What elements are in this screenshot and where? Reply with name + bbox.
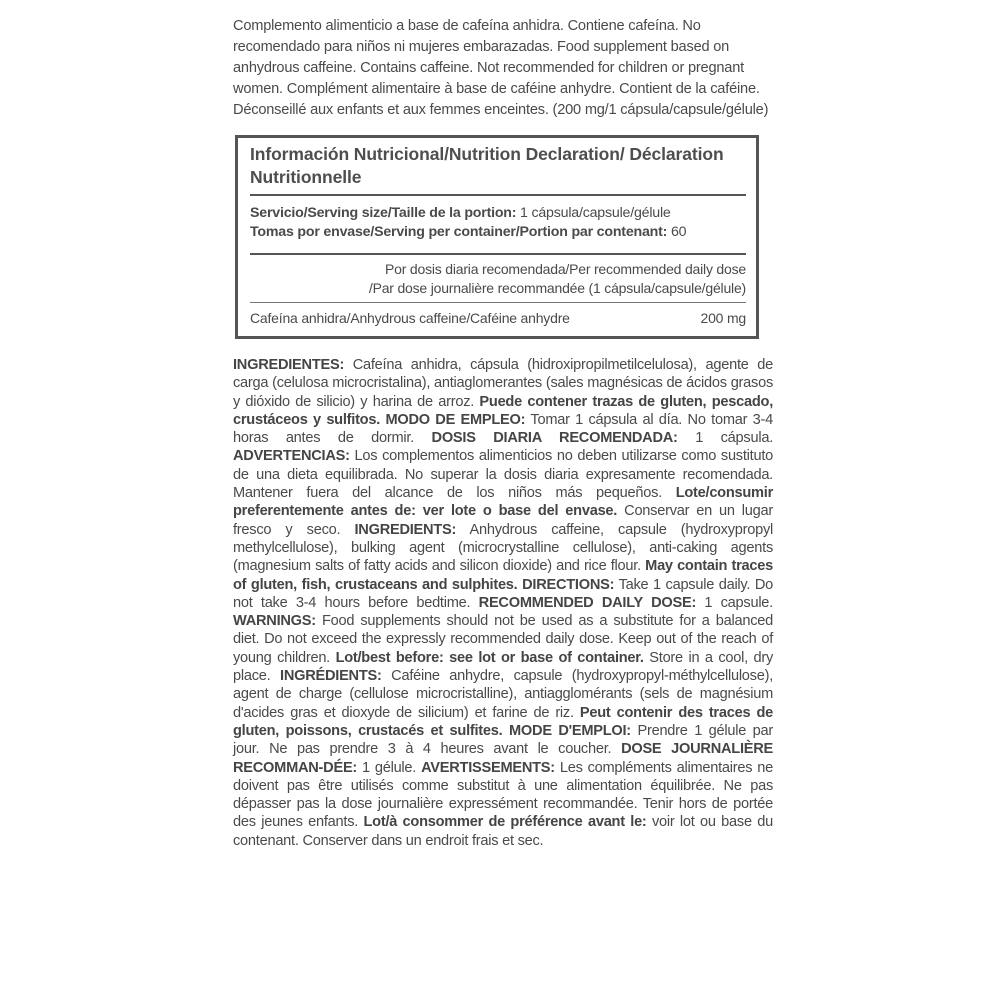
ingredients-text-run: 1 gélule. [357, 759, 422, 776]
ingredients-bold-run: May contain traces of gluten, fish, crustaceans and sulphites. DIRECTIONS: [233, 558, 773, 593]
ingredients-bold-run: INGREDIENTES: [233, 357, 345, 373]
ingredients-text-run: Anhydrous caffeine, capsule (hydroxypropyl methylcellulose), bulking agent (microcrystalline cellulose), anti-caking agents (magnesium salts of fatty acids and silicon dioxide) and rice flour. [233, 521, 773, 575]
serving-size-line [250, 204, 746, 223]
ingredients-bold-run: Lot/à consommer de préférence avant le: [363, 814, 647, 831]
ingredients-bold-run: Peut contenir des traces de gluten, poissons, crustacés et sulfites. MODE D'EMPLOI: [233, 704, 773, 739]
ingredients-text-run: 1 capsule. [696, 594, 773, 611]
ingredients-text-run: 1 cápsula. [677, 430, 773, 447]
serving-size-value: 1 cápsula/capsule/gélule [516, 205, 671, 221]
servings-label: Tomas por envase/Serving per container/Portion par contenant: [250, 224, 668, 240]
nutrient-row [250, 303, 746, 336]
nutrient-value: 200 mg [700, 310, 746, 326]
product-label [233, 16, 773, 850]
ingredients-text-run: Tomar 1 cápsula al día. No tomar 3-4 horas antes de dormir. [233, 411, 773, 447]
servings-value: 60 [667, 224, 687, 240]
ingredients-bold-run: ADVERTENCIAS: [233, 448, 350, 465]
nutrient-name: Cafeína anhidra/Anhydrous caffeine/Caféine anhydre [250, 310, 570, 326]
nutrition-table [235, 135, 759, 339]
ingredients-bold-run: RECOMMENDED DAILY DOSE: [478, 594, 697, 611]
ingredients-bold-run: INGRÉDIENTS: [280, 668, 382, 685]
ingredients-text-run: Caféine anhydre, capsule (hydroxypropyl-méthylcellulose), agent de charge (cellulose microcristalline), antiagglomérants (sels de magnésium d'acides gras et dioxyde de silicium) et farine de riz. [233, 668, 773, 721]
servings-per-container-line [250, 223, 746, 242]
ingredients-bold-run: AVERTISSEMENTS: [421, 759, 555, 776]
ingredients-text-run: Conservar en un lugar fresco y seco. [233, 503, 773, 538]
per-dose-line-1: Por dosis diaria recomendada/Per recommended daily dose [385, 261, 746, 277]
intro-text: Complemento alimenticio a base de cafeína anhidra. Contiene cafeína. No recomendado para niños ni mujeres embarazadas. Food supplement based on anhydrous caffeine. Contains caffeine. Not recommended for children or pregnant women. Complément alimentaire à base de caféine anhydre. Contient de la caféine. Déconseillé aux enfants et aux femmes enceintes. (200 mg/1 cápsula/capsule/gélule) [233, 18, 769, 118]
ingredients-bold-run: INGREDIENTS: [354, 521, 457, 538]
ingredients-text-run: Food supplements should not be used as a substitute for a balanced diet. Do not exceed the expressly recommended daily dose. Keep out of the reach of young children. [233, 613, 773, 666]
ingredients-bold-run: Lot/best before: see lot or base of container. [335, 649, 644, 666]
per-dose-header [250, 255, 746, 302]
ingredients-text-run: Cafeína anhidra, cápsula (hidroxipropilmetilcelulosa), agente de carga (celulosa microcristalina), antiaglomerantes (sales magnésicas de ácidos grasos y dióxido de silicio) y harina de arroz. [233, 357, 773, 410]
per-dose-line-2: /Par dose journalière recommandée (1 cápsula/capsule/gélule) [368, 280, 746, 296]
ingredients-text-run: Les compléments alimentaires ne doivent pas être utilisés comme substitut à une alimentation équilibrée. Ne pas dépasser pas la dose journalière expressément recommandée. Tenir hors de portée des jeunes enfants. [233, 759, 773, 831]
ingredients-text [233, 356, 773, 850]
ingredients-text-run: Store in a cool, dry place. [233, 649, 773, 685]
ingredients-bold-run: WARNINGS: [233, 613, 316, 630]
ingredients-bold-run: Lote/consumir preferentemente antes de: ver lote o base del envase. [233, 485, 773, 520]
nutrition-title: Información Nutricional/Nutrition Declaration/ Déclaration Nutritionnelle [250, 144, 724, 187]
ingredients-text-run: Prendre 1 gélule par jour. Ne pas prendre 3 à 4 heures avant le coucher. [233, 722, 773, 758]
serving-size-label: Servicio/Serving size/Taille de la portion: [250, 205, 517, 221]
serving-info [250, 196, 746, 248]
ingredients-text-run: voir lot ou base du contenant. Conserver dans un endroit frais et sec. [233, 814, 773, 849]
ingredients-bold-run: DOSE JOURNALIÈRE RECOMMAN-DÉE: [233, 741, 774, 776]
ingredients-bold-run: DOSIS DIARIA RECOMENDADA: [431, 430, 678, 447]
ingredients-text-run: Los complementos alimenticios no deben utilizarse como sustituto de una dieta equilibrada. No superar la dosis diaria expresamente recomendada. Mantener fuera del alcance de los niños más pequeños. [233, 448, 773, 502]
ingredients-text-run: Take 1 capsule daily. Do not take 3-4 hours before bedtime. [233, 576, 773, 611]
ingredients-bold-run: Puede contener trazas de gluten, pescado, crustáceos y sulfitos. MODO DE EMPLEO: [233, 393, 773, 428]
